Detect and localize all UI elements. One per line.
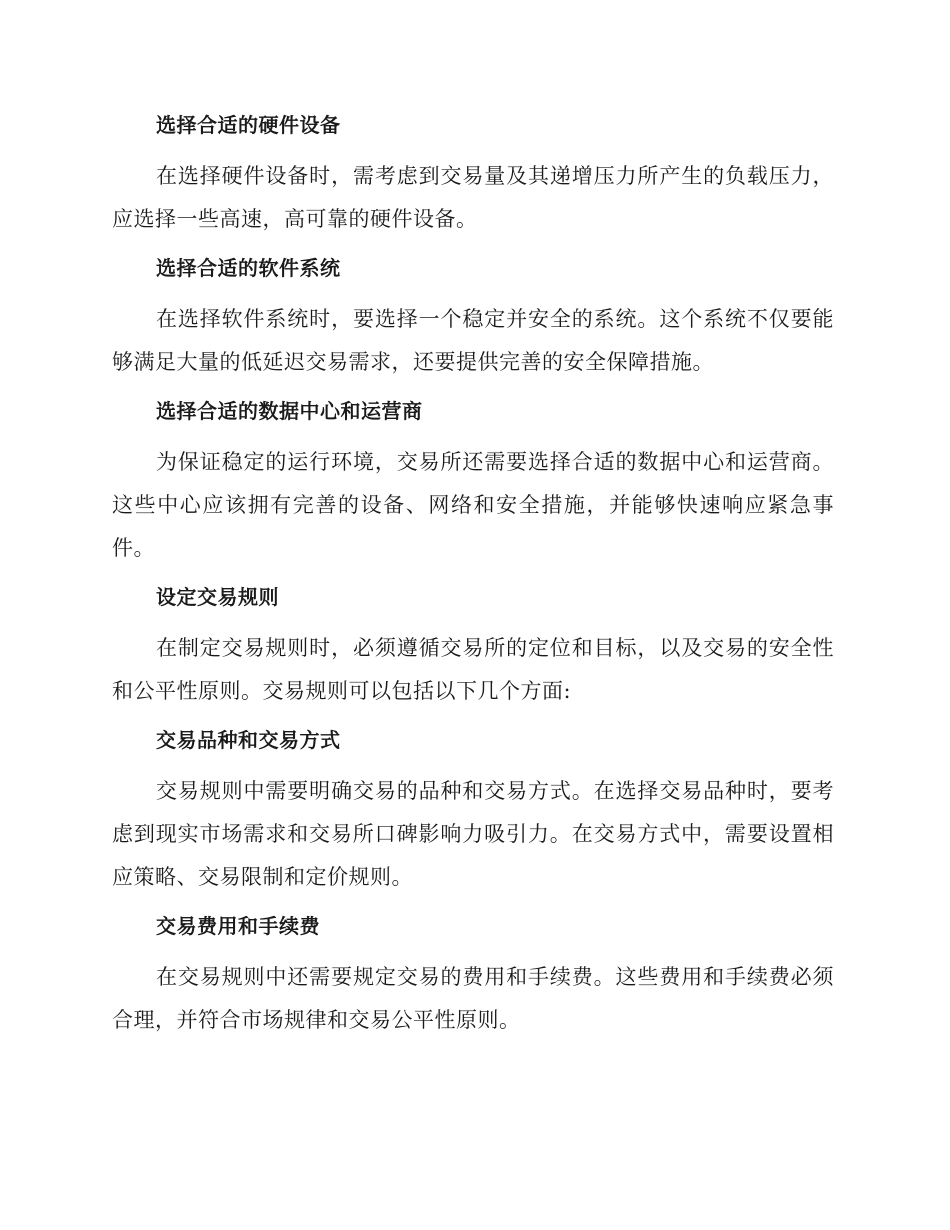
section-paragraph: 在交易规则中还需要规定交易的费用和手续费。这些费用和手续费必须合理，并符合市场规律和交易公平性原则。	[112, 965, 834, 1032]
section-software	[112, 251, 834, 384]
section-paragraph: 交易规则中需要明确交易的品种和交易方式。在选择交易品种时，要考虑到现实市场需求和交易所口碑影响力吸引力。在交易方式中，需要设置相应策略、交易限制和定价规则。	[112, 779, 834, 889]
section-trading-rules	[112, 580, 834, 713]
section-paragraph: 在选择软件系统时，要选择一个稳定并安全的系统。这个系统不仅要能够满足大量的低延迟交易需求，还要提供完善的安全保障措施。	[112, 307, 834, 374]
section-paragraph: 在选择硬件设备时，需考虑到交易量及其递增压力所产生的负载压力，应选择一些高速，高可靠的硬件设备。	[112, 164, 834, 231]
section-heading: 选择合适的软件系统	[156, 256, 341, 280]
section-heading: 选择合适的硬件设备	[156, 113, 341, 137]
section-heading: 设定交易规则	[156, 585, 279, 609]
section-heading: 选择合适的数据中心和运营商	[156, 399, 423, 423]
section-heading: 交易费用和手续费	[156, 914, 320, 938]
section-varieties-methods	[112, 723, 834, 899]
section-fees	[112, 909, 834, 1042]
section-paragraph: 在制定交易规则时，必须遵循交易所的定位和目标，以及交易的安全性和公平性原则。交易规则可以包括以下几个方面:	[112, 636, 834, 703]
section-paragraph: 为保证稳定的运行环境，交易所还需要选择合适的数据中心和运营商。这些中心应该拥有完善的设备、网络和安全措施，并能够快速响应紧急事件。	[112, 450, 834, 560]
document-page	[112, 108, 834, 1052]
section-hardware	[112, 108, 834, 241]
section-heading: 交易品种和交易方式	[156, 728, 341, 752]
section-datacenter	[112, 394, 834, 570]
